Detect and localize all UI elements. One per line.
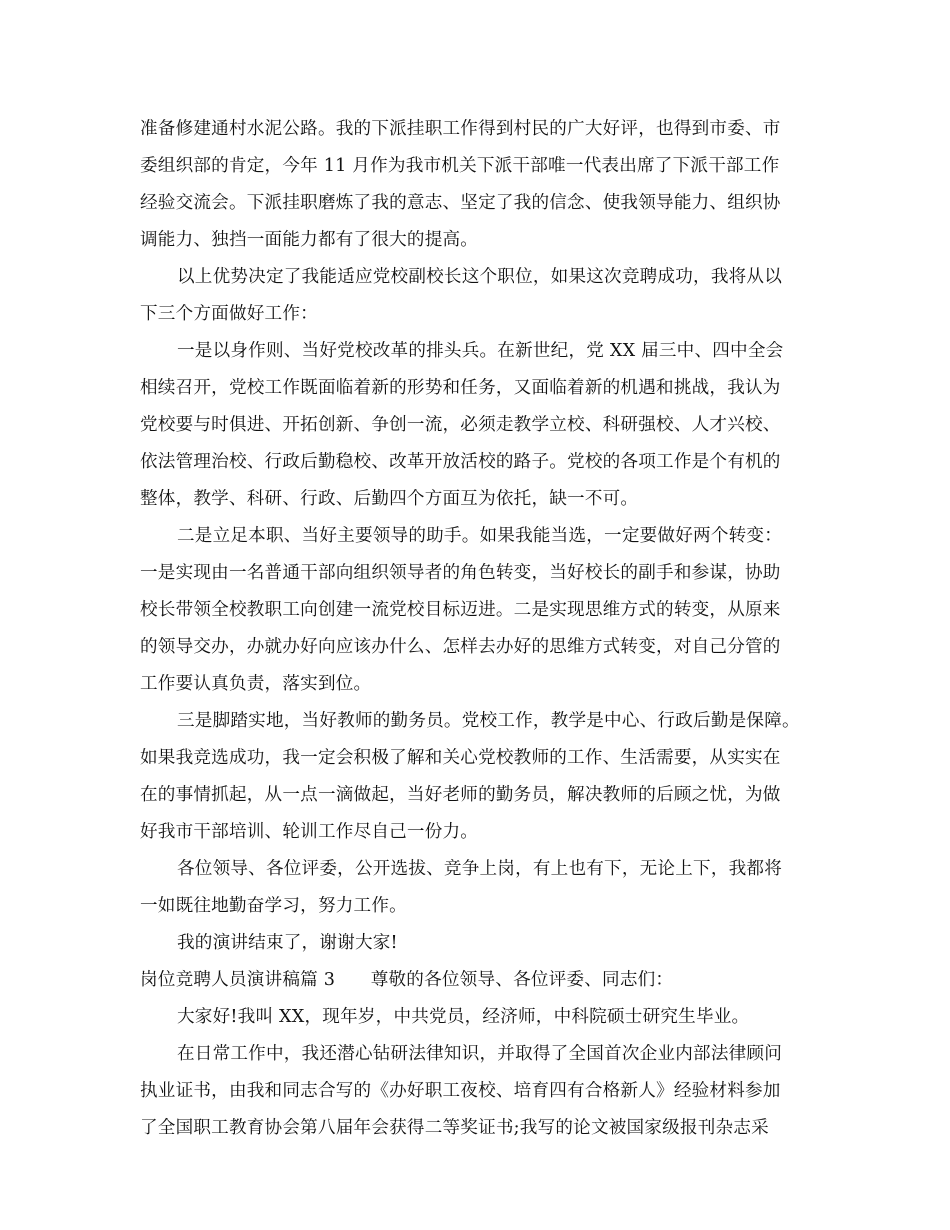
paragraph-start-line: 一是以身作则、当好党校改革的排头兵。在新世纪，党 XX 届三中、四中全会	[177, 341, 784, 361]
text-line: 在的事情抓起，从一点一滴做起，当好老师的勤务员，解决教师的后顾之忧，为做	[140, 785, 781, 805]
text-line: 相续召开，党校工作既面临着新的形势和任务，又面临着新的机遇和挑战，我认为	[140, 378, 781, 398]
text-line: 经验交流会。下派挂职磨炼了我的意志、坚定了我的信念、使我领导能力、组织协	[140, 193, 781, 213]
section-heading-line: 岗位竞聘人员演讲稿篇 3 尊敬的各位领导、各位评委、同志们：	[140, 970, 674, 990]
text-line: 调能力、独挡一面能力都有了很大的提高。	[140, 230, 479, 250]
paragraph-start-line: 以上优势决定了我能适应党校副校长这个职位，如果这次竞聘成功，我将从以	[177, 267, 782, 287]
text-line: 了全国职工教育协会第八届年会获得二等奖证书;我写的论文被国家级报刊杂志采	[140, 1118, 769, 1138]
text-line: 一是实现由一名普通干部向组织领导者的角色转变，当好校长的副手和参谋，协助	[140, 563, 781, 583]
text-line: 一如既往地勤奋学习，努力工作。	[140, 896, 407, 916]
text-line: 如果我竞选成功，我一定会积极了解和关心党校教师的工作、生活需要，从实实在	[140, 748, 781, 768]
text-line: 执业证书，由我和同志合写的《办好职工夜校、培育四有合格新人》经验材料参加	[140, 1081, 781, 1101]
paragraph-start-line: 二是立足本职、当好主要领导的助手。如果我能当选，一定要做好两个转变：	[177, 526, 782, 546]
paragraph-start-line: 三是脚踏实地，当好教师的勤务员。党校工作，教学是中心、行政后勤是保障。	[177, 711, 800, 731]
document-body	[140, 111, 815, 1147]
text-line: 整体，教学、科研、行政、后勤四个方面互为依托，缺一不可。	[140, 489, 639, 509]
text-line: 依法管理治校、行政后勤稳校、改革开放活校的路子。党校的各项工作是个有机的	[140, 452, 781, 472]
text-line: 下三个方面做好工作：	[140, 304, 318, 324]
paragraph-start-line: 大家好!我叫 XX，现年岁，中共党员，经济师，中科院硕士研究生毕业。	[177, 1007, 750, 1027]
paragraph-start-line: 在日常工作中，我还潜心钻研法律知识，并取得了全国首次企业内部法律顾问	[177, 1044, 782, 1064]
paragraph-start-line: 我的演讲结束了，谢谢大家!	[177, 933, 398, 953]
text-line: 工作要认真负责，落实到位。	[140, 674, 372, 694]
text-line: 好我市干部培训、轮训工作尽自己一份力。	[140, 822, 479, 842]
text-line: 党校要与时俱进、开拓创新、争创一流，必须走教学立校、科研强校、人才兴校、	[140, 415, 781, 435]
text-line: 校长带领全校教职工向创建一流党校目标迈进。二是实现思维方式的转变，从原来	[140, 600, 781, 620]
paragraph-start-line: 各位领导、各位评委，公开选拔、竞争上岗，有上也有下，无论上下，我都将	[177, 859, 782, 879]
text-line: 委组织部的肯定，今年 11 月作为我市机关下派干部唯一代表出席了下派干部工作	[140, 156, 780, 176]
text-line: 的领导交办，办就办好向应该办什么、怎样去办好的思维方式转变，对自己分管的	[140, 637, 781, 657]
text-line: 准备修建通村水泥公路。我的下派挂职工作得到村民的广大好评，也得到市委、市	[140, 119, 781, 139]
